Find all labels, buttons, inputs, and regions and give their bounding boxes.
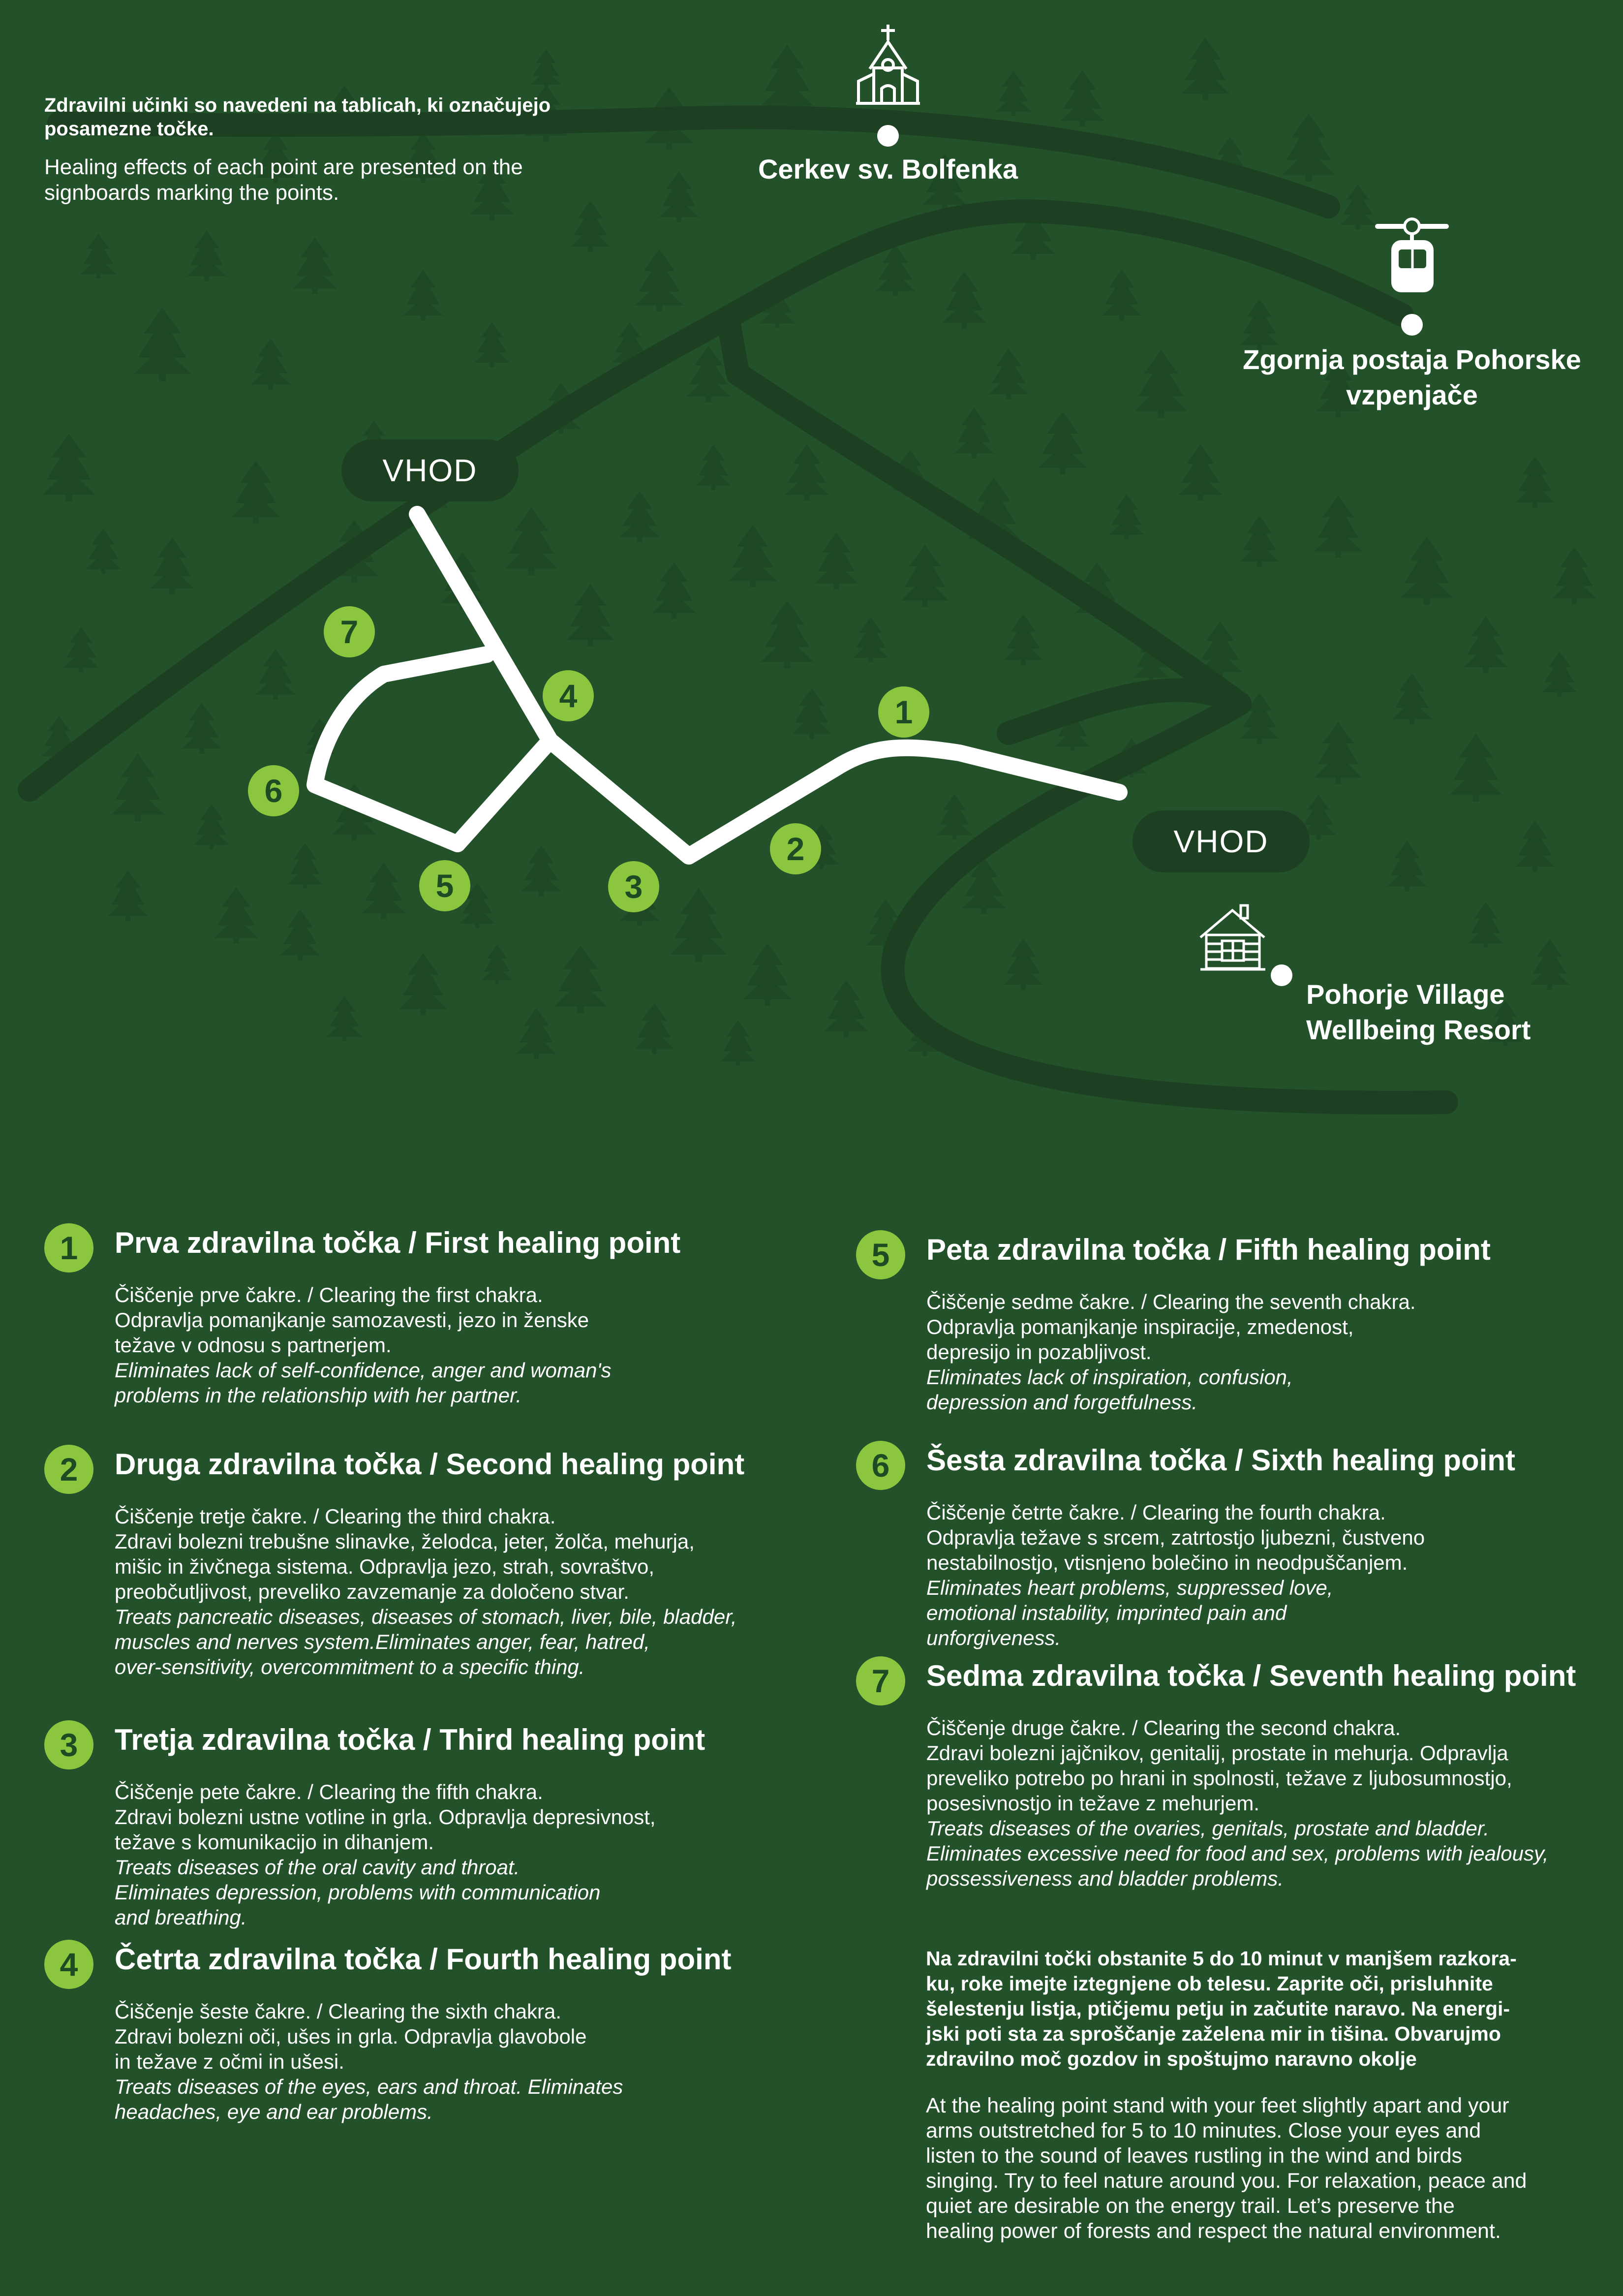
tree-icon <box>327 996 362 1041</box>
point-title: Četrta zdravilna točka / Fourth healing point <box>115 1943 732 1976</box>
point-description-en: Treats diseases of the ovaries, genitals, prostate and bladder. Eliminates excessive need for food and sex, problems with jealousy, possessiveness and bladder problems. <box>926 1817 1549 1890</box>
tree-icon <box>720 1021 756 1066</box>
intro-slovenian: Zdravilni učinki so navedeni na tablicah, ki označujejo posamezne točke. <box>44 94 551 140</box>
trail-marker-7: 7 <box>324 606 375 657</box>
tree-icon <box>280 909 320 961</box>
tree-icon <box>403 270 443 321</box>
tree-icon <box>1392 673 1432 724</box>
tree-icon <box>1464 617 1508 673</box>
church-location-dot <box>877 125 899 147</box>
tree-icon <box>108 870 148 921</box>
tree-icon <box>937 794 972 839</box>
healing-point-4 <box>44 1940 812 2124</box>
point-title: Sedma zdravilna točka / Seventh healing point <box>926 1659 1576 1692</box>
tree-icon <box>86 528 121 574</box>
tree-icon <box>729 525 777 588</box>
tree-icon <box>1400 537 1453 605</box>
tree-icon <box>1515 821 1555 872</box>
tree-icon <box>482 945 513 985</box>
tree-icon <box>134 308 191 381</box>
point-title: Prva zdravilna točka / First healing point <box>115 1226 681 1259</box>
tree-icon <box>996 71 1031 116</box>
tree-icon <box>942 272 986 329</box>
point-number-badge: 5 <box>856 1230 905 1279</box>
tree-icon <box>785 444 829 501</box>
point-number-badge: 6 <box>856 1441 905 1490</box>
tree-icon <box>1039 412 1087 474</box>
tree-icon <box>901 545 949 607</box>
tree-icon <box>214 887 258 944</box>
trail-marker-1: 1 <box>878 686 929 738</box>
tree-icon <box>1552 548 1596 604</box>
tree-icon <box>362 863 406 919</box>
tree-icon <box>1178 444 1223 501</box>
point-description-sl: Čiščenje šeste čakre. / Clearing the sixth chakra. Zdravi bolezni oči, ušes in grla. Odpravlja glavobole in težave z očmi in ušesi. <box>115 2000 587 2073</box>
trail-marker-3: 3 <box>608 861 659 912</box>
tree-icon <box>531 49 562 89</box>
trail-etiquette-note <box>926 1946 1595 2244</box>
point-title: Šesta zdravilna točka / Sixth healing point <box>926 1444 1515 1477</box>
tree-icon <box>505 507 558 575</box>
tree-icon <box>1060 70 1104 127</box>
resort-location-dot <box>1271 964 1292 986</box>
tree-icon <box>293 238 337 294</box>
point-number-badge: 1 <box>44 1223 93 1272</box>
tree-icon <box>761 601 814 669</box>
note-slovenian: Na zdravilni točki obstanite 5 do 10 minut v manjšem razkora- ku, roke imejte iztegnjene ob telesu. Zaprite oči, prisluhnite šelestenju listja, ptičjemu petju in začutite naravo. Na energi- jski poti sta za sproščanje zaželena mir in tišina. Obvarujmo zdravilno moč gozdov in spoštujmo naravno okolje <box>926 1947 1517 2070</box>
tree-icon <box>566 584 615 647</box>
tree-icon <box>517 1008 556 1059</box>
healing-point-6 <box>856 1441 1614 1650</box>
tree-icon <box>1314 722 1363 784</box>
tree-icon <box>1004 939 1043 990</box>
point-description-en: Eliminates lack of inspiration, confusion, depression and forgetfulness. <box>926 1365 1293 1414</box>
tree-icon <box>1515 457 1555 508</box>
tree-icon <box>1181 38 1230 100</box>
trail-marker-6: 6 <box>248 765 299 816</box>
tree-icon <box>761 45 814 113</box>
resort-label: Pohorje Village Wellbeing Resort <box>1306 979 1531 1045</box>
tree-icon <box>150 538 194 594</box>
tree-icon <box>1387 840 1427 892</box>
point-description-sl: Čiščenje tretje čakre. / Clearing the third chakra. Zdravi bolezni trebušne slinavke, želodca, jeter, žolča, mehurja, mišic in živčnega sistema. Odpravlja jezo, strah, sovraštvo, preobčutljivost, preveliko zavzemanje za določeno stvar. <box>115 1505 695 1603</box>
tree-icon <box>1282 114 1335 182</box>
tree-icon <box>111 753 164 821</box>
tree-icon <box>287 843 323 889</box>
tree-icon <box>571 201 611 252</box>
healing-point-3 <box>44 1720 812 1930</box>
tree-icon <box>876 245 916 296</box>
point-description-sl: Čiščenje druge čakre. / Clearing the second chakra. Zdravi bolezni jajčnikov, genitalij, prostate in mehurja. Odpravlja preveliko potrebo po hrani in spolnosti, težave z ljubosumnostjo, posesivnostjo in težave z mehurjem. <box>926 1716 1512 1815</box>
cabin-icon <box>1200 905 1265 969</box>
tree-icon <box>182 703 222 754</box>
tree-icon <box>792 688 832 739</box>
tree-icon <box>1102 270 1142 321</box>
point-number-badge: 2 <box>44 1445 93 1494</box>
cable-car-label: Zgornja postaja Pohorske vzpenjače <box>1243 344 1581 410</box>
entrance-label-north: VHOD <box>341 439 519 501</box>
point-title: Druga zdravilna točka / Second healing point <box>115 1448 745 1481</box>
healing-point-7 <box>856 1656 1614 1891</box>
tree-icon <box>659 171 699 222</box>
tree-icon <box>620 491 660 542</box>
tree-icon <box>1240 516 1280 567</box>
trail-marker-4: 4 <box>543 670 594 721</box>
tree-icon <box>814 533 858 590</box>
tree-icon <box>256 649 296 700</box>
tree-icon <box>635 1003 674 1054</box>
healing-point-5 <box>856 1230 1614 1415</box>
point-title: Peta zdravilna točka / Fifth healing point <box>926 1233 1491 1266</box>
tree-icon <box>63 627 99 672</box>
tree-icon <box>1340 184 1376 229</box>
entrance-label-east: VHOD <box>1133 810 1310 872</box>
cable-car-location-dot <box>1401 314 1423 336</box>
point-description-sl: Čiščenje prve čakre. / Clearing the first chakra. Odpravlja pomanjkanje samozavesti, jezo in ženske težave v odnosu s partnerjem. <box>115 1283 589 1357</box>
tree-icon <box>743 943 792 1006</box>
tree-icon <box>474 322 510 367</box>
tree-icon <box>399 953 448 1016</box>
healing-point-2 <box>44 1445 812 1679</box>
tree-icon <box>194 804 229 849</box>
tree-icon <box>232 461 280 524</box>
trail-marker-5: 5 <box>419 860 470 911</box>
point-description-sl: Čiščenje četrte čakre. / Clearing the fourth chakra. Odpravlja težave s srcem, zatrtostjo ljubezni, čustveno nestabilnostjo, vtisnjeno bolečino in neodpuščanjem. <box>926 1501 1425 1574</box>
tree-icon <box>554 945 607 1013</box>
healing-point-1 <box>44 1223 812 1408</box>
point-description-en: Treats pancreatic diseases, diseases of stomach, liver, bile, bladder, muscles and nerves system.Eliminates anger, fear, hatred, over-sensitivity, overcommitment to a specific thing. <box>115 1605 737 1678</box>
point-description-sl: Čiščenje pete čakre. / Clearing the fifth chakra. Zdravi bolezni ustne votline in grla. Odpravlja depresivnost, težave s komunikacijo in dihanjem. <box>115 1780 656 1854</box>
tree-icon <box>652 562 696 619</box>
tree-icon <box>954 407 994 459</box>
tree-icon <box>989 348 1029 400</box>
tree-icon <box>853 617 888 662</box>
point-description-en: Treats diseases of the oral cavity and throat. Eliminates depression, problems with communication and breathing. <box>115 1856 601 1929</box>
point-description-en: Eliminates heart problems, suppressed love, emotional instability, imprinted pain and unforgiveness. <box>926 1576 1333 1649</box>
tree-icon <box>1542 652 1577 697</box>
church-label: Cerkev sv. Bolfenka <box>758 154 1018 185</box>
tree-icon <box>1109 494 1144 539</box>
point-number-badge: 7 <box>856 1656 905 1706</box>
point-title: Tretja zdravilna točka / Third healing point <box>115 1723 705 1756</box>
cable-car-icon <box>1378 219 1446 292</box>
tree-icon <box>1314 496 1363 558</box>
tree-icon <box>251 339 291 390</box>
tree-icon <box>696 445 731 490</box>
point-description-sl: Čiščenje sedme čakre. / Clearing the seventh chakra. Odpravlja pomanjkanje inspiracije, zmedenost, depresijo in pozabljivost. <box>926 1290 1416 1364</box>
point-number-badge: 3 <box>44 1720 93 1769</box>
tree-icon <box>1468 902 1503 948</box>
tree-icon <box>1449 734 1502 802</box>
tree-icon <box>1004 614 1043 665</box>
trail-marker-2: 2 <box>770 823 821 874</box>
tree-icon <box>187 230 227 281</box>
tree-icon <box>1134 350 1188 418</box>
church-icon <box>856 25 920 103</box>
intro-english: Healing effects of each point are presented on the signboards marking the points. <box>44 155 523 205</box>
point-description-en: Eliminates lack of self-confidence, anger and woman's problems in the relationship with her partner. <box>115 1359 612 1407</box>
note-english: At the healing point stand with your feet slightly apart and your arms outstretched for 5 to 10 minutes. Close your eyes and listen to the sound of leaves rustling in the wind and birds singing. Try to feel nature around you. For relaxation, peace and quiet are desirable on the energy trail. Let’s preserve the healing power of forests and respect the natural environment. <box>926 2094 1527 2243</box>
tree-icon <box>670 888 728 962</box>
tree-icon <box>42 434 95 501</box>
tree-icon <box>824 981 868 1037</box>
point-number-badge: 4 <box>44 1940 93 1989</box>
tree-icon <box>635 249 684 312</box>
healing-trail <box>315 514 1119 856</box>
tree-icon <box>521 845 561 897</box>
point-description-en: Treats diseases of the eyes, ears and throat. Eliminates headaches, eye and ear problems. <box>115 2075 623 2123</box>
intro-text <box>44 93 585 206</box>
tree-icon <box>81 233 116 279</box>
